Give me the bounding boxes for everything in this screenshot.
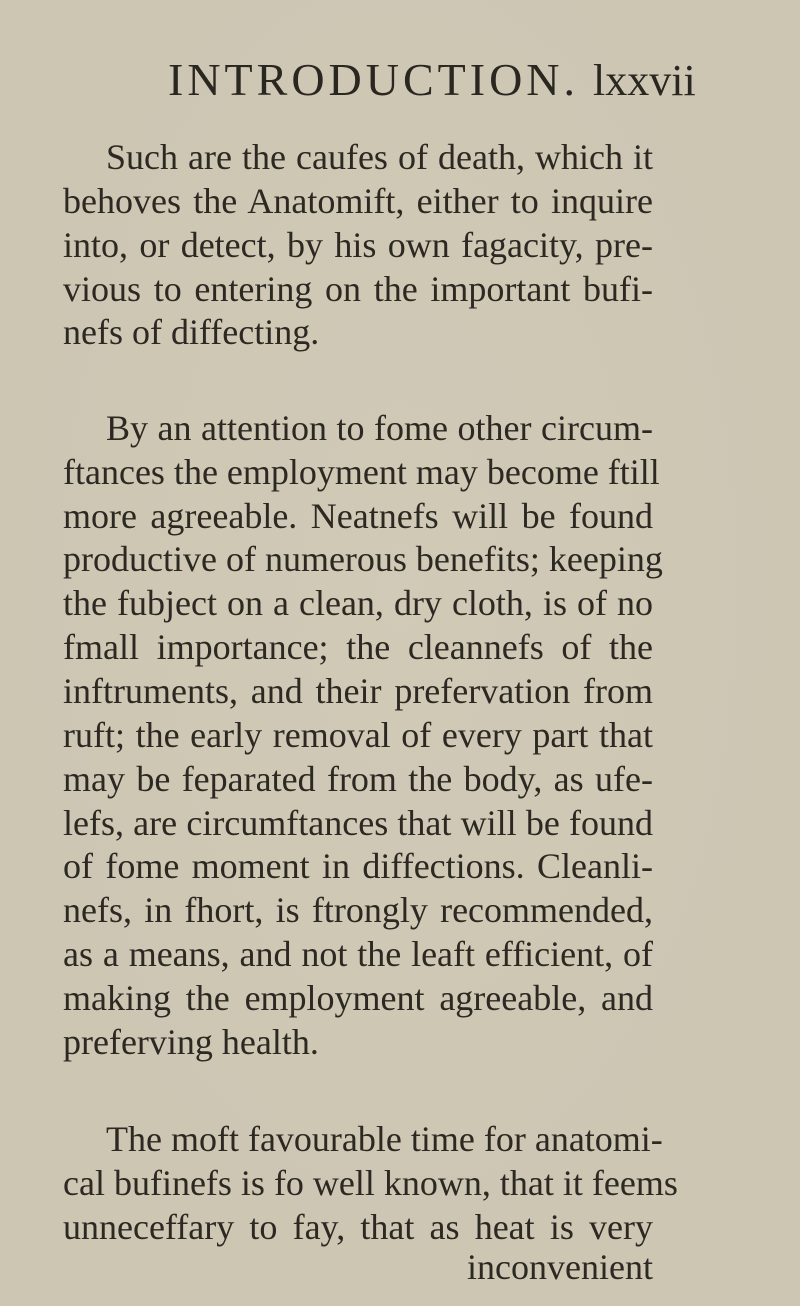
paragraph-1-line-3: into, or detect, by his own fagacity, pre- xyxy=(63,224,653,265)
paragraph-2-line-1: By an attention to fome other circum- xyxy=(106,407,653,448)
paragraph-3-line-1: The moft favourable time for anatomi- xyxy=(106,1119,663,1160)
paragraph-2-line-15: preferving health. xyxy=(63,1021,319,1062)
running-head-title: INTRODUCTION. xyxy=(168,54,580,105)
paragraph-2-line-11: of fome moment in diffections. Cleanli- xyxy=(63,846,653,887)
paragraph-2-line-14: making the employment agreeable, and xyxy=(63,978,653,1019)
paragraph-3-line-3: unneceffary to fay, that as heat is very xyxy=(63,1206,653,1247)
paragraph-2-line-2: ftances the employment may become ftill xyxy=(63,451,660,492)
paragraph-3-line-2: cal bufinefs is fo well known, that it feems xyxy=(63,1163,678,1204)
paragraph-2-line-13: as a means, and not the leaft efficient, of xyxy=(63,934,653,975)
page-number: lxxvii xyxy=(593,56,696,105)
catchword: inconvenient xyxy=(467,1247,653,1287)
paragraph-2-line-9: may be feparated from the body, as ufe- xyxy=(63,758,653,799)
paragraph-2-line-7: inftruments, and their prefervation from xyxy=(63,671,653,712)
paragraph-2-line-8: ruft; the early removal of every part that xyxy=(63,714,653,755)
paragraph-1-line-4: vious to entering on the important bufi- xyxy=(63,268,653,309)
paragraph-2-line-6: fmall importance; the cleannefs of the xyxy=(63,627,653,668)
paragraph-2-line-3: more agreeable. Neatnefs will be found xyxy=(63,495,653,536)
paragraph-1-line-1: Such are the caufes of death, which it xyxy=(106,137,653,177)
paragraph-2-line-10: lefs, are circumftances that will be found xyxy=(63,802,653,843)
paragraph-2-line-12: nefs, in fhort, is ftrongly recommended, xyxy=(63,890,653,931)
paragraph-1-line-2: behoves the Anatomift, either to inquire xyxy=(63,180,653,221)
paragraph-1-line-5: nefs of diffecting. xyxy=(63,312,320,353)
paragraph-2-line-5: the fubject on a clean, dry cloth, is of no xyxy=(63,583,653,624)
paragraph-2-line-4: productive of numerous benefits; keeping xyxy=(63,539,663,580)
running-head xyxy=(168,52,696,108)
